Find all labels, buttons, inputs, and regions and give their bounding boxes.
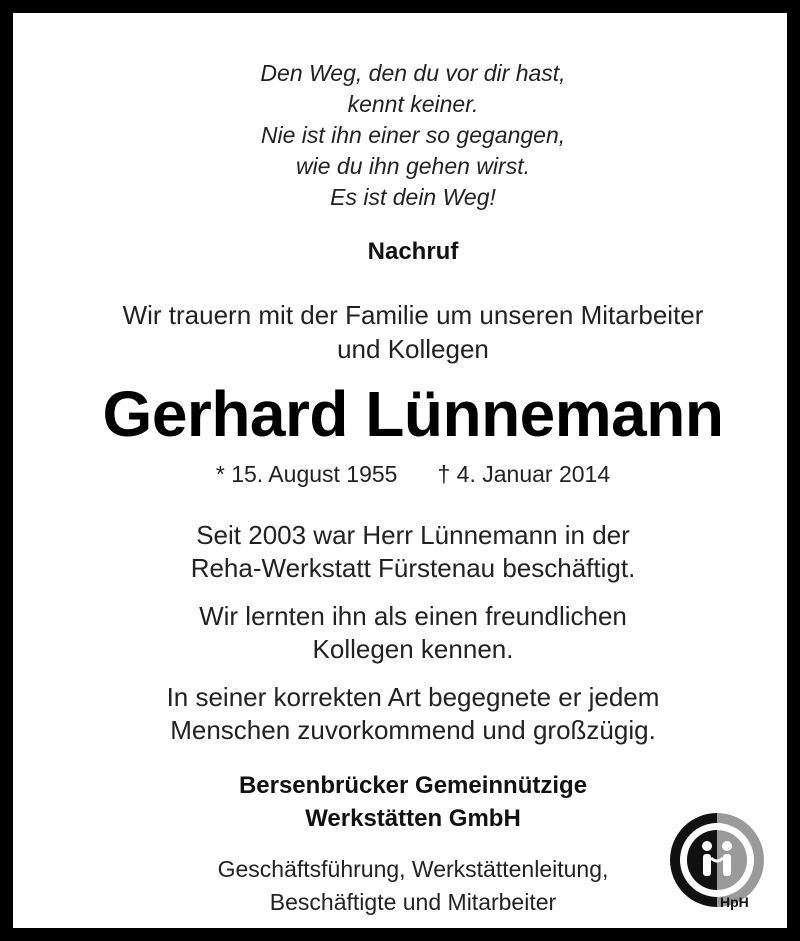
logo-label: HpH (720, 894, 749, 910)
paragraph-line: Kollegen kennen. (312, 634, 514, 664)
poem-line: Den Weg, den du vor dir hast, (260, 60, 566, 86)
signatories-line: Geschäftsführung, Werkstättenleitung, (217, 856, 609, 882)
intro-text (13, 298, 800, 366)
signatories-line: Beschäftigte und Mitarbeiter (269, 889, 557, 915)
poem-line: wie du ihn gehen wirst. (296, 153, 530, 179)
life-dates (13, 461, 800, 488)
death-date: † 4. Januar 2014 (437, 461, 611, 487)
paragraph-line: Seit 2003 war Herr Lünnemann in der (196, 520, 630, 550)
poem-line: Nie ist ihn einer so gegangen, (260, 122, 566, 148)
organization-line: Werkstätten GmbH (305, 805, 521, 832)
poem-line: kennt keiner. (347, 91, 479, 117)
paragraph-line: In seiner korrekten Art begegnete er jedem (166, 682, 660, 712)
poem-line: Es ist dein Weg! (330, 184, 496, 210)
intro-line: und Kollegen (337, 334, 489, 364)
hph-logo-icon (667, 808, 767, 918)
poem (13, 58, 800, 213)
birth-date: * 15. August 1955 (215, 461, 398, 487)
paragraph-character (13, 600, 800, 666)
paragraph-manner (13, 681, 800, 747)
paragraph-line: Menschen zuvorkommend und großzügig. (170, 715, 656, 745)
paragraph-line: Wir lernten ihn als einen freundlichen (199, 601, 627, 631)
obituary-heading: Nachruf (367, 238, 459, 265)
deceased-name: Gerhard Lünnemann (102, 378, 724, 450)
paragraph-line: Reha-Werkstatt Fürstenau beschäftigt. (190, 553, 636, 583)
paragraph-employment (13, 519, 800, 585)
intro-line: Wir trauern mit der Familie um unseren Mitarbeiter (122, 300, 704, 330)
organization-line: Bersenbrücker Gemeinnützige (238, 772, 588, 799)
